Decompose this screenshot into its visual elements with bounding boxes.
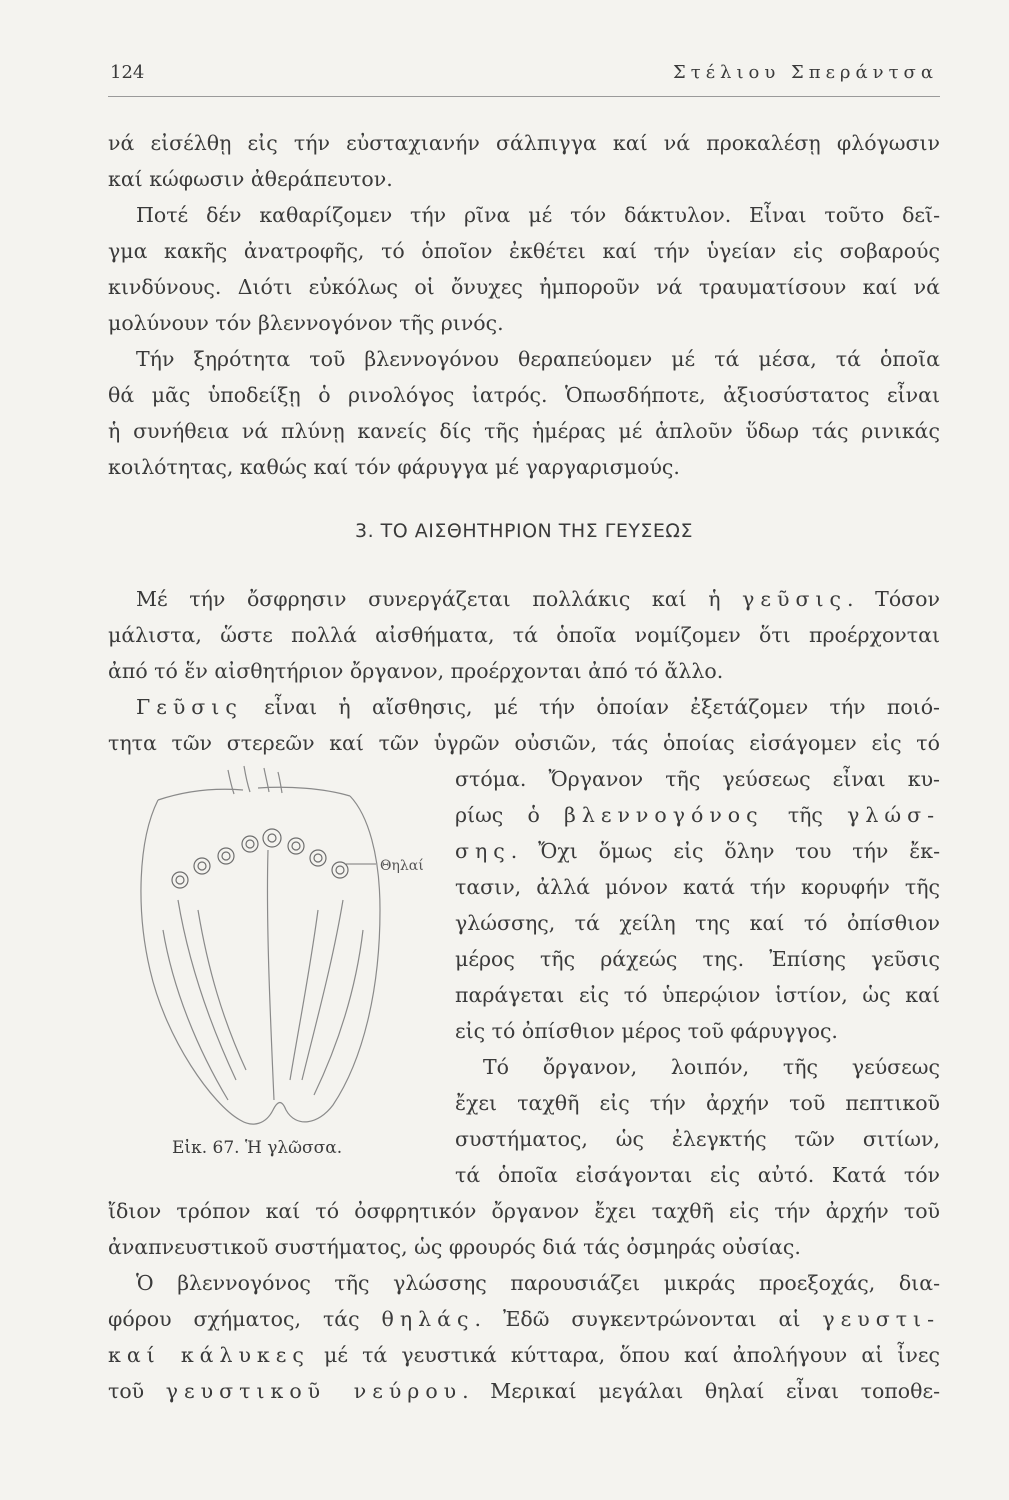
text-line (108, 1340, 940, 1370)
text-line: μέρος τῆς ράχεώς της. Ἐπίσης γεῦσις (455, 947, 940, 971)
text-line: νά εἰσέλθῃ εἰς τήν εὐσταχιανήν σάλπιγγα καί νά προκαλέσῃ φλόγωσιν (108, 131, 940, 155)
figure-caption: Εἰκ. 67. Ἡ γλῶσσα. (172, 1138, 343, 1158)
text-line: συστήματος, ὡς ἐλεγκτής τῶν σιτίων, (455, 1127, 940, 1151)
text-line: καί κώφωσιν ἀθεράπευτον. (108, 167, 393, 191)
text-line: τασιν, ἀλλά μόνον κατά τήν κορυφήν τῆς (455, 875, 940, 899)
text-line: γλώσσης, τά χείλη της καί τό ὀπίσθιον (455, 911, 940, 935)
text-line: θά μᾶς ὑποδείξῃ ὁ ρινολόγος ἰατρός. Ὁπωσδήποτε, ἀξιοσύστατος εἶναι (108, 383, 940, 407)
spaced-term: σης (455, 839, 511, 863)
text-span: μέ τά γευστικά κύτταρα, ὅπου καί ἀπολήγουν αἱ ἶνες (324, 1343, 940, 1367)
text-line (455, 836, 940, 866)
text-line (455, 800, 940, 830)
text-line: τά ὁποῖα εἰσάγονται εἰς αὐτό. Κατά τόν (455, 1163, 940, 1187)
section-heading: 3. ΤΟ ΑΙΣΘΗΤΗΡΙΟΝ ΤΗΣ ΓΕΥΣΕΩΣ (355, 520, 693, 542)
text-line: ἀπό τό ἕν αἰσθητήριον ὄργανον, προέρχονται ἀπό τό ἄλλο. (108, 659, 724, 683)
figure-label: Θηλαί (380, 858, 424, 874)
text-line (108, 692, 940, 722)
spaced-term: θηλάς (381, 1307, 475, 1331)
page-number: 124 (110, 62, 145, 83)
text-line: Τό ὄργανον, λοιπόν, τῆς γεύσεως (483, 1055, 940, 1079)
text-span: εἶναι ἡ αἴσθησις, μέ τήν ὁποίαν ἐξετάζομεν τήν ποιό- (264, 695, 940, 719)
text-line: τητα τῶν στερεῶν καί τῶν ὑγρῶν οὐσιῶν, τάς ὁποίας εἰσάγομεν εἰς τό (108, 731, 940, 755)
spaced-term: βλεννογόνος (564, 803, 764, 827)
text-span: . Ἐδῶ συγκεντρώνονται αἱ (474, 1307, 801, 1331)
text-span: Μέ τήν ὄσφρησιν συνεργάζεται πολλάκις καί ἡ (136, 587, 721, 611)
text-line: παράγεται εἰς τό ὑπερῴιον ἱστίον, ὡς καί (455, 983, 940, 1007)
spaced-term: Γεῦσις (136, 695, 243, 719)
text-span: ρίως ὁ (455, 803, 540, 827)
text-line: ἴδιον τρόπον καί τό ὀσφρητικόν ὄργανον ἔχει ταχθῆ εἰς τήν ἀρχήν τοῦ (108, 1199, 940, 1223)
spaced-term: γεῦσις (742, 587, 848, 611)
text-line: Τήν ξηρότητα τοῦ βλεννογόνου θεραπεύομεν μέ τά μέσα, τά ὁποῖα (136, 347, 940, 371)
tongue-illustration (118, 760, 448, 1140)
text-line: κινδύνους. Διότι εὐκόλως οἱ ὄνυχες ἠμποροῦν νά τραυματίσουν καί νά (108, 275, 940, 299)
text-line: ἔχει ταχθῆ εἰς τήν ἀρχήν τοῦ πεπτικοῦ (455, 1091, 940, 1115)
text-line (108, 584, 940, 614)
text-line: ἀναπνευστικοῦ συστήματος, ὡς φρουρός διά τάς ὀσμηράς οὐσίας. (108, 1235, 801, 1259)
spaced-term: γευστικοῦ νεύρου (165, 1379, 463, 1403)
text-line (108, 1304, 940, 1334)
text-span: φόρου σχήματος, τάς (108, 1307, 360, 1331)
text-line: Ποτέ δέν καθαρίζομεν τήν ρῖνα μέ τόν δάκτυλον. Εἶναι τοῦτο δεῖ- (136, 203, 940, 227)
text-span: . Τόσον (847, 587, 940, 611)
text-span: . Μερικαί μεγάλαι θηλαί εἶναι τοποθε- (462, 1379, 940, 1403)
text-span: . Ὄχι ὅμως εἰς ὅλην του τήν ἔκ- (510, 839, 940, 863)
text-span: τοῦ (108, 1379, 145, 1403)
tongue-figure (118, 760, 448, 1160)
header-rule (108, 96, 940, 97)
text-line: μάλιστα, ὥστε πολλά αἰσθήματα, τά ὁποῖα νομίζομεν ὅτι προέρχονται (108, 623, 940, 647)
text-line (108, 1376, 940, 1406)
text-line: μολύνουν τόν βλεννογόνον τῆς ρινός. (108, 311, 504, 335)
spaced-term: καί κάλυκες (108, 1343, 310, 1367)
text-line: γμα κακῆς ἀνατροφῆς, τό ὁποῖον ἐκθέτει καί τήν ὑγείαν εἰς σοβαρούς (108, 239, 940, 263)
page-header (108, 58, 940, 92)
spaced-term: γευστι- (822, 1307, 940, 1331)
running-head: Στέλιου Σπεράντσα (673, 62, 938, 83)
text-line: ἡ συνήθεια νά πλύνῃ κανείς δίς τῆς ἡμέρας μέ ἁπλοῦν ὕδωρ τάς ρινικάς (108, 419, 940, 443)
text-line: κοιλότητας, καθώς καί τόν φάρυγγα μέ γαργαρισμούς. (108, 455, 680, 479)
text-span: τῆς (787, 803, 823, 827)
text-line: στόμα. Ὄργανον τῆς γεύσεως εἶναι κυ- (455, 767, 940, 791)
text-line: εἰς τό ὀπίσθιον μέρος τοῦ φάρυγγος. (455, 1019, 838, 1043)
spaced-term: γλώσ- (847, 803, 940, 827)
text-line: Ὁ βλεννογόνος τῆς γλώσσης παρουσιάζει μικράς προεξοχάς, δια- (136, 1271, 940, 1295)
